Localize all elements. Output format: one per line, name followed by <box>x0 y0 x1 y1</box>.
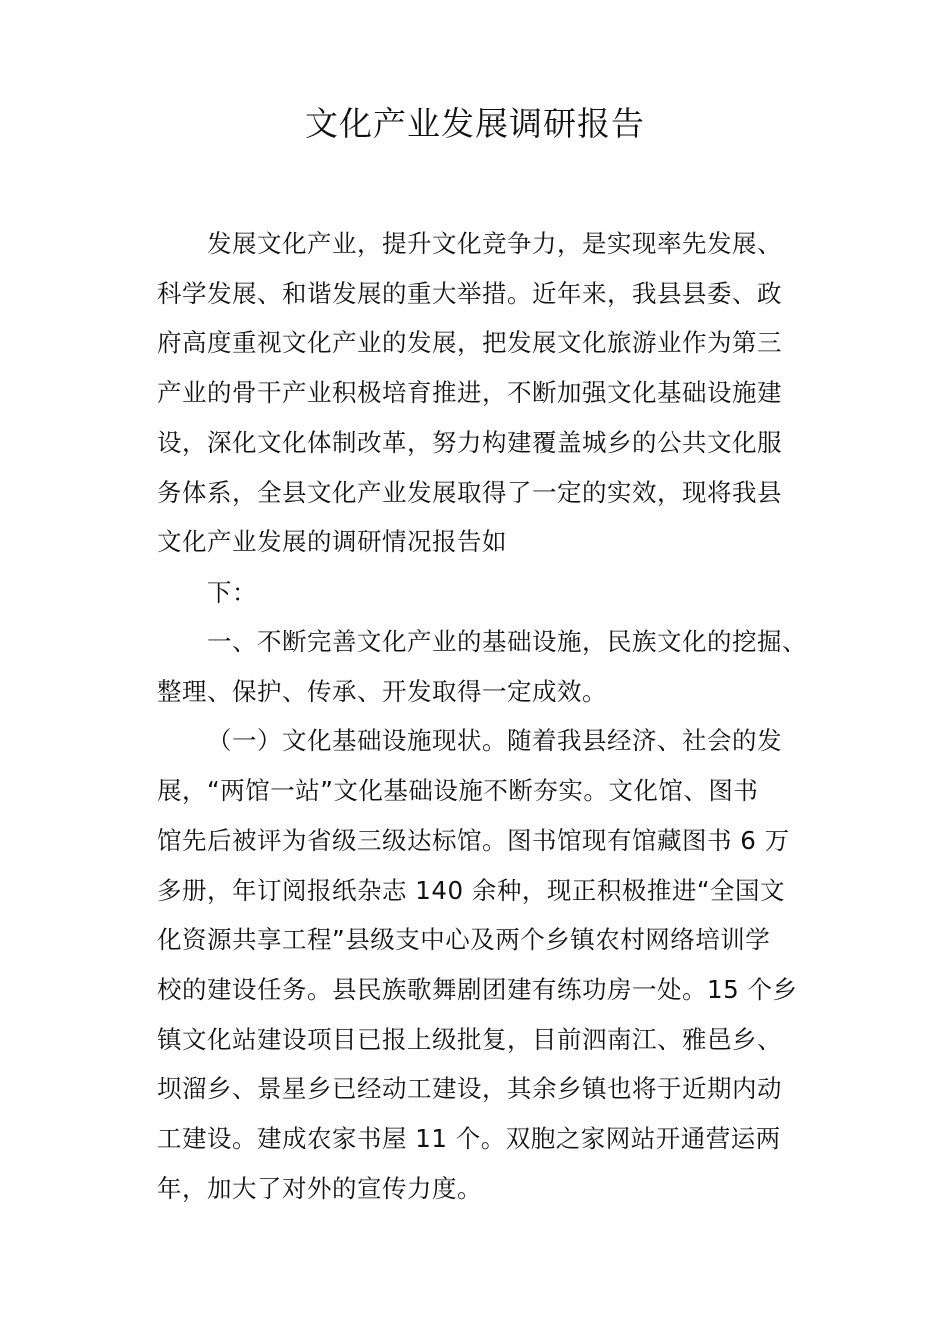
paragraph-line: 镇文化站建设项目已报上级批复，目前泗南江、雅邑乡、 <box>157 1025 782 1054</box>
paragraph-line: 化资源共享工程”县级支中心及两个乡镇农村网络培训学 <box>157 925 771 954</box>
paragraph-line: 下： <box>207 578 257 607</box>
paragraph-line: 校的建设任务。县民族歌舞剧团建有练功房一处。15 个乡 <box>157 975 798 1004</box>
paragraph-line: 设，深化文化体制改革，努力构建覆盖城乡的公共文化服 <box>157 428 782 457</box>
paragraph-line: 发展文化产业，提升文化竞争力，是实现率先发展、 <box>207 229 782 258</box>
paragraph-line: 馆先后被评为省级三级达标馆。图书馆现有馆藏图书 6 万 <box>157 826 790 855</box>
paragraph-line: 科学发展、和谐发展的重大举措。近年来，我县县委、政 <box>157 279 782 308</box>
paragraph-line: 工建设。建成农家书屋 11 个。双胞之家网站开通营运两 <box>157 1124 781 1153</box>
document-title: 文化产业发展调研报告 <box>305 104 645 143</box>
section-heading-line: 整理、保护、传承、开发取得一定成效。 <box>157 677 607 706</box>
paragraph-line: 产业的骨干产业积极培育推进，不断加强文化基础设施建 <box>157 378 782 407</box>
paragraph-line: 府高度重视文化产业的发展，把发展文化旅游业作为第三 <box>157 328 782 357</box>
section-heading-line: 一、不断完善文化产业的基础设施，民族文化的挖掘、 <box>207 627 807 656</box>
paragraph-line: 务体系，全县文化产业发展取得了一定的实效，现将我县 <box>157 478 782 507</box>
paragraph-line: （一）文化基础设施现状。随着我县经济、社会的发 <box>207 726 782 755</box>
paragraph-line: 多册，年订阅报纸杂志 140 余种，现正积极推进“全国文 <box>157 876 786 905</box>
paragraph-line: 年，加大了对外的宣传力度。 <box>157 1174 482 1203</box>
paragraph-line: 展，“两馆一站”文化基础设施不断夯实。文化馆、图书 <box>157 776 759 805</box>
paragraph-line: 坝溜乡、景星乡已经动工建设，其余乡镇也将于近期内动 <box>157 1074 782 1103</box>
paragraph-line: 文化产业发展的调研情况报告如 <box>157 527 507 556</box>
